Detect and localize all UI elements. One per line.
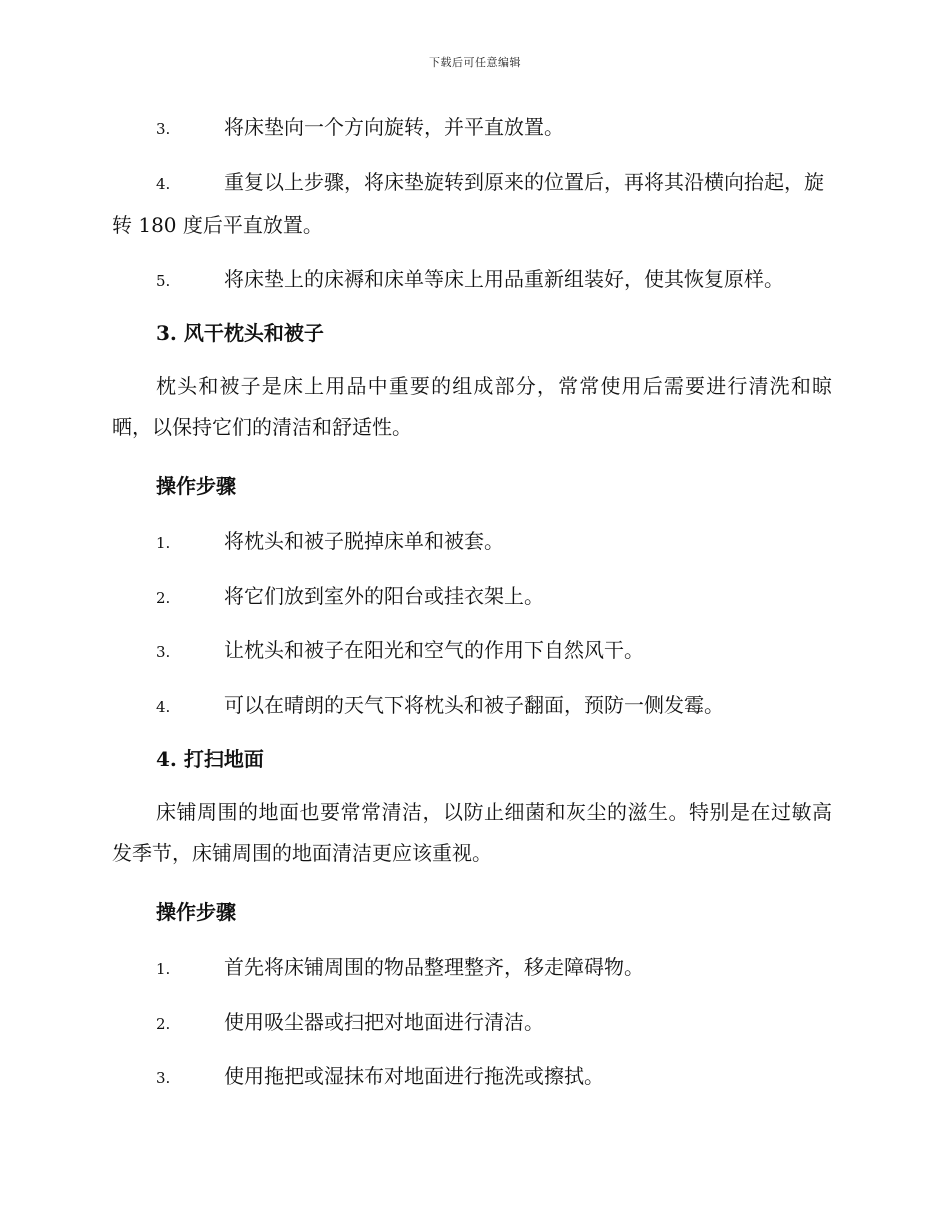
list-item-number: 4. xyxy=(156,175,171,193)
list-item-number: 1. xyxy=(156,960,171,978)
list-item xyxy=(112,1002,832,1045)
floor-step xyxy=(112,1056,832,1099)
list-item xyxy=(112,521,832,564)
list-item-number: 3. xyxy=(156,643,171,661)
section-heading xyxy=(112,744,832,774)
floor-step xyxy=(112,947,832,990)
mattress-step xyxy=(112,259,832,302)
list-item-text: 使用吸尘器或扫把对地面进行清洁。 xyxy=(224,1010,544,1034)
list-item-number: 2. xyxy=(156,589,171,607)
mattress-step xyxy=(112,162,832,246)
list-item xyxy=(112,1056,832,1099)
paragraph: 床铺周围的地面也要常常清洁，以防止细菌和灰尘的滋生。特别是在过敏高发季节，床铺周围的地面清洁更应该重视。 xyxy=(112,800,832,865)
list-item-number: 3. xyxy=(156,1069,171,1087)
section-intro xyxy=(112,366,832,448)
list-item xyxy=(112,630,832,673)
list-item-text: 使用拖把或湿抹布对地面进行拖洗或擦拭。 xyxy=(224,1064,604,1088)
mattress-step xyxy=(112,107,832,150)
list-item xyxy=(112,576,832,619)
list-item xyxy=(112,685,832,728)
list-item xyxy=(112,259,832,302)
steps-heading xyxy=(112,897,832,927)
pillow-step xyxy=(112,685,832,728)
list-item xyxy=(112,162,832,246)
steps-heading xyxy=(112,471,832,501)
list-item-text: 可以在晴朗的天气下将枕头和被子翻面，预防一侧发霉。 xyxy=(224,693,724,717)
list-item-text: 将床垫上的床褥和床单等床上用品重新组装好，使其恢复原样。 xyxy=(224,267,784,291)
list-item-number: 5. xyxy=(156,272,171,290)
pillow-step xyxy=(112,521,832,564)
steps-title: 操作步骤 xyxy=(156,474,236,498)
list-item-text: 首先将床铺周围的物品整理整齐，移走障碍物。 xyxy=(224,955,644,979)
list-item-text: 将床垫向一个方向旋转，并平直放置。 xyxy=(224,115,564,139)
list-item-text: 重复以上步骤，将床垫旋转到原来的位置后，再将其沿横向抬起，旋转 180 度后平直放置。 xyxy=(112,170,824,237)
paragraph: 枕头和被子是床上用品中重要的组成部分，常常使用后需要进行清洗和晾晒，以保持它们的清洁和舒适性。 xyxy=(112,374,832,439)
list-item-text: 将它们放到室外的阳台或挂衣架上。 xyxy=(224,584,544,608)
floor-step xyxy=(112,1002,832,1045)
section-title: 3. 风干枕头和被子 xyxy=(156,321,324,345)
steps-title: 操作步骤 xyxy=(156,900,236,924)
section-heading xyxy=(112,318,832,348)
list-item xyxy=(112,107,832,150)
pillow-step xyxy=(112,576,832,619)
list-item-text: 让枕头和被子在阳光和空气的作用下自然风干。 xyxy=(224,638,644,662)
section-intro xyxy=(112,792,832,874)
list-item-text: 将枕头和被子脱掉床单和被套。 xyxy=(224,529,504,553)
section-title: 4. 打扫地面 xyxy=(156,747,264,771)
list-item-number: 3. xyxy=(156,120,171,138)
pillow-step xyxy=(112,630,832,673)
list-item xyxy=(112,947,832,990)
list-item-number: 2. xyxy=(156,1015,171,1033)
list-item-number: 4. xyxy=(156,698,171,716)
page-header: 下载后可任意编辑 xyxy=(429,56,521,69)
list-item-number: 1. xyxy=(156,534,171,552)
